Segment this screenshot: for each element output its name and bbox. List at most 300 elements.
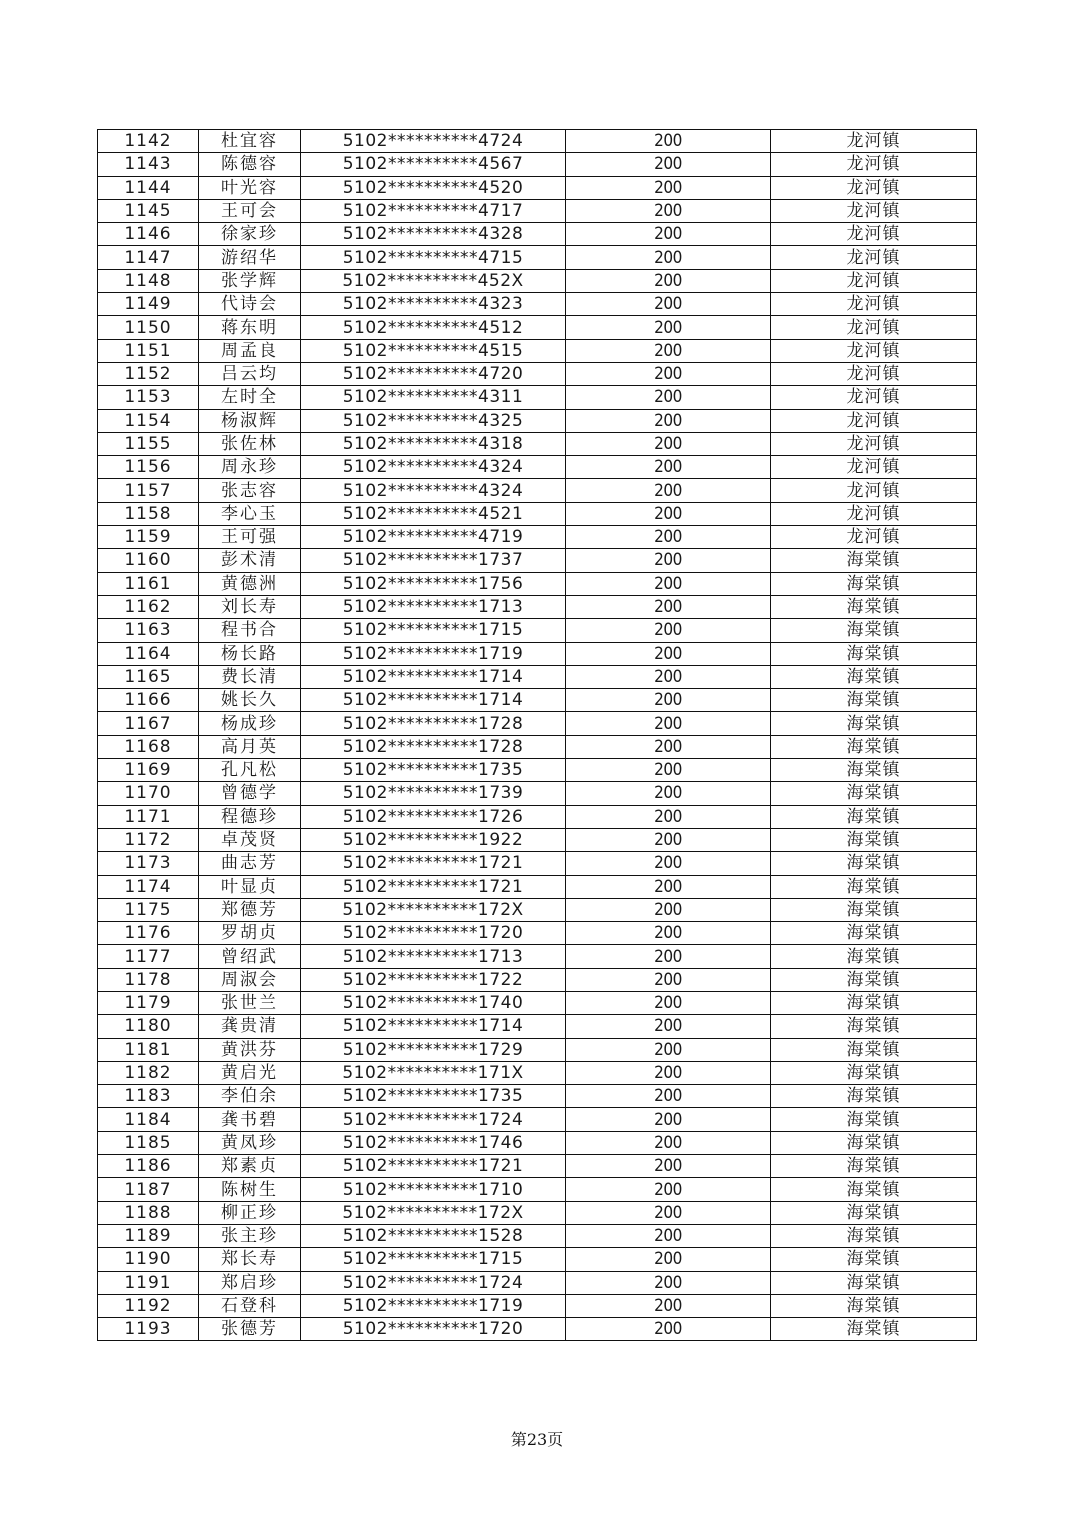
name-cell: 程书合	[199, 619, 301, 642]
row-number-cell: 1193	[98, 1318, 199, 1341]
row-number-cell: 1156	[98, 456, 199, 479]
town-cell: 海棠镇	[771, 1108, 977, 1131]
name-cell: 彭术清	[199, 549, 301, 572]
table-row	[98, 479, 977, 502]
id-number-cell: 5102**********1714	[301, 665, 566, 688]
town-cell: 海棠镇	[771, 735, 977, 758]
table-row	[98, 1201, 977, 1224]
amount-cell: 200	[566, 1178, 771, 1201]
row-number-cell: 1144	[98, 176, 199, 199]
id-number-cell: 5102**********1728	[301, 712, 566, 735]
table-row	[98, 619, 977, 642]
id-number-cell: 5102**********4724	[301, 130, 566, 153]
row-number-cell: 1153	[98, 386, 199, 409]
table-row	[98, 1224, 977, 1247]
row-number-cell: 1174	[98, 875, 199, 898]
id-number-cell: 5102**********172X	[301, 898, 566, 921]
row-number-cell: 1164	[98, 642, 199, 665]
amount-cell: 200	[566, 595, 771, 618]
town-cell: 龙河镇	[771, 316, 977, 339]
town-cell: 海棠镇	[771, 1155, 977, 1178]
table-row	[98, 549, 977, 572]
id-number-cell: 5102**********1714	[301, 689, 566, 712]
town-cell: 海棠镇	[771, 689, 977, 712]
amount-cell: 200	[566, 1248, 771, 1271]
amount-cell: 200	[566, 246, 771, 269]
town-cell: 海棠镇	[771, 991, 977, 1014]
table-row	[98, 1131, 977, 1154]
row-number-cell: 1176	[98, 922, 199, 945]
town-cell: 海棠镇	[771, 782, 977, 805]
name-cell: 罗胡贞	[199, 922, 301, 945]
row-number-cell: 1169	[98, 759, 199, 782]
row-number-cell: 1151	[98, 339, 199, 362]
name-cell: 张世兰	[199, 991, 301, 1014]
row-number-cell: 1161	[98, 572, 199, 595]
table-row	[98, 572, 977, 595]
name-cell: 张学辉	[199, 269, 301, 292]
id-number-cell: 5102**********1746	[301, 1131, 566, 1154]
name-cell: 周孟良	[199, 339, 301, 362]
table-row	[98, 409, 977, 432]
row-number-cell: 1157	[98, 479, 199, 502]
amount-cell: 200	[566, 572, 771, 595]
row-number-cell: 1182	[98, 1061, 199, 1084]
table-row	[98, 199, 977, 222]
id-number-cell: 5102**********4323	[301, 293, 566, 316]
row-number-cell: 1186	[98, 1155, 199, 1178]
table-row	[98, 1271, 977, 1294]
row-number-cell: 1150	[98, 316, 199, 339]
table-row	[98, 1155, 977, 1178]
table-row	[98, 223, 977, 246]
roster-table	[97, 129, 977, 1341]
table-row	[98, 1318, 977, 1341]
table-row	[98, 805, 977, 828]
name-cell: 刘长寿	[199, 595, 301, 618]
table-row	[98, 735, 977, 758]
amount-cell: 200	[566, 1271, 771, 1294]
table-row	[98, 991, 977, 1014]
name-cell: 黄启光	[199, 1061, 301, 1084]
town-cell: 海棠镇	[771, 1224, 977, 1247]
amount-cell: 200	[566, 293, 771, 316]
id-number-cell: 5102**********4325	[301, 409, 566, 432]
amount-cell: 200	[566, 362, 771, 385]
name-cell: 费长清	[199, 665, 301, 688]
name-cell: 叶光容	[199, 176, 301, 199]
row-number-cell: 1148	[98, 269, 199, 292]
name-cell: 郑德芳	[199, 898, 301, 921]
table-row	[98, 130, 977, 153]
id-number-cell: 5102**********4720	[301, 362, 566, 385]
amount-cell: 200	[566, 1318, 771, 1341]
name-cell: 李心玉	[199, 502, 301, 525]
town-cell: 海棠镇	[771, 968, 977, 991]
id-number-cell: 5102**********1729	[301, 1038, 566, 1061]
name-cell: 王可强	[199, 526, 301, 549]
row-number-cell: 1163	[98, 619, 199, 642]
id-number-cell: 5102**********1740	[301, 991, 566, 1014]
amount-cell: 200	[566, 1038, 771, 1061]
id-number-cell: 5102**********1724	[301, 1271, 566, 1294]
town-cell: 海棠镇	[771, 1294, 977, 1317]
id-number-cell: 5102**********4520	[301, 176, 566, 199]
row-number-cell: 1192	[98, 1294, 199, 1317]
amount-cell: 200	[566, 1085, 771, 1108]
name-cell: 石登科	[199, 1294, 301, 1317]
name-cell: 张佐林	[199, 432, 301, 455]
id-number-cell: 5102**********1714	[301, 1015, 566, 1038]
name-cell: 柳正珍	[199, 1201, 301, 1224]
name-cell: 蒋东明	[199, 316, 301, 339]
name-cell: 高月英	[199, 735, 301, 758]
town-cell: 海棠镇	[771, 1248, 977, 1271]
row-number-cell: 1154	[98, 409, 199, 432]
name-cell: 杨长路	[199, 642, 301, 665]
town-cell: 龙河镇	[771, 456, 977, 479]
name-cell: 徐家珍	[199, 223, 301, 246]
id-number-cell: 5102**********1713	[301, 595, 566, 618]
town-cell: 龙河镇	[771, 269, 977, 292]
row-number-cell: 1159	[98, 526, 199, 549]
row-number-cell: 1183	[98, 1085, 199, 1108]
town-cell: 海棠镇	[771, 1038, 977, 1061]
id-number-cell: 5102**********4521	[301, 502, 566, 525]
amount-cell: 200	[566, 176, 771, 199]
town-cell: 龙河镇	[771, 339, 977, 362]
table-row	[98, 293, 977, 316]
table-row	[98, 642, 977, 665]
table-row	[98, 1108, 977, 1131]
id-number-cell: 5102**********1756	[301, 572, 566, 595]
town-cell: 海棠镇	[771, 898, 977, 921]
row-number-cell: 1146	[98, 223, 199, 246]
row-number-cell: 1160	[98, 549, 199, 572]
row-number-cell: 1162	[98, 595, 199, 618]
name-cell: 曾绍武	[199, 945, 301, 968]
amount-cell: 200	[566, 386, 771, 409]
town-cell: 海棠镇	[771, 619, 977, 642]
id-number-cell: 5102**********4515	[301, 339, 566, 362]
table-row	[98, 339, 977, 362]
table-row	[98, 316, 977, 339]
table-row	[98, 875, 977, 898]
name-cell: 龚贵清	[199, 1015, 301, 1038]
amount-cell: 200	[566, 456, 771, 479]
table-row	[98, 945, 977, 968]
town-cell: 海棠镇	[771, 759, 977, 782]
id-number-cell: 5102**********1715	[301, 1248, 566, 1271]
row-number-cell: 1173	[98, 852, 199, 875]
town-cell: 海棠镇	[771, 875, 977, 898]
table-row	[98, 1015, 977, 1038]
row-number-cell: 1147	[98, 246, 199, 269]
table-row	[98, 432, 977, 455]
name-cell: 卓茂贤	[199, 828, 301, 851]
id-number-cell: 5102**********1720	[301, 922, 566, 945]
amount-cell: 200	[566, 712, 771, 735]
id-number-cell: 5102**********171X	[301, 1061, 566, 1084]
name-cell: 张主珍	[199, 1224, 301, 1247]
table-row	[98, 828, 977, 851]
town-cell: 海棠镇	[771, 1201, 977, 1224]
town-cell: 海棠镇	[771, 1271, 977, 1294]
id-number-cell: 5102**********4715	[301, 246, 566, 269]
amount-cell: 200	[566, 409, 771, 432]
name-cell: 孔凡松	[199, 759, 301, 782]
id-number-cell: 5102**********1726	[301, 805, 566, 828]
town-cell: 龙河镇	[771, 293, 977, 316]
row-number-cell: 1172	[98, 828, 199, 851]
amount-cell: 200	[566, 153, 771, 176]
row-number-cell: 1188	[98, 1201, 199, 1224]
amount-cell: 200	[566, 689, 771, 712]
name-cell: 周永珍	[199, 456, 301, 479]
id-number-cell: 5102**********1721	[301, 875, 566, 898]
table-row	[98, 1061, 977, 1084]
row-number-cell: 1190	[98, 1248, 199, 1271]
table-row	[98, 968, 977, 991]
row-number-cell: 1167	[98, 712, 199, 735]
amount-cell: 200	[566, 642, 771, 665]
name-cell: 吕云均	[199, 362, 301, 385]
id-number-cell: 5102**********4311	[301, 386, 566, 409]
name-cell: 姚长久	[199, 689, 301, 712]
amount-cell: 200	[566, 1224, 771, 1247]
town-cell: 龙河镇	[771, 386, 977, 409]
row-number-cell: 1155	[98, 432, 199, 455]
id-number-cell: 5102**********1922	[301, 828, 566, 851]
row-number-cell: 1185	[98, 1131, 199, 1154]
row-number-cell: 1178	[98, 968, 199, 991]
name-cell: 程德珍	[199, 805, 301, 828]
town-cell: 海棠镇	[771, 1085, 977, 1108]
town-cell: 龙河镇	[771, 223, 977, 246]
amount-cell: 200	[566, 1294, 771, 1317]
id-number-cell: 5102**********1719	[301, 642, 566, 665]
table-row	[98, 1178, 977, 1201]
amount-cell: 200	[566, 269, 771, 292]
name-cell: 代诗会	[199, 293, 301, 316]
roster-table-body	[98, 130, 977, 1341]
name-cell: 李伯余	[199, 1085, 301, 1108]
town-cell: 海棠镇	[771, 1178, 977, 1201]
id-number-cell: 5102**********452X	[301, 269, 566, 292]
amount-cell: 200	[566, 875, 771, 898]
id-number-cell: 5102**********1735	[301, 1085, 566, 1108]
name-cell: 杨淑辉	[199, 409, 301, 432]
row-number-cell: 1165	[98, 665, 199, 688]
id-number-cell: 5102**********1735	[301, 759, 566, 782]
town-cell: 海棠镇	[771, 1015, 977, 1038]
table-row	[98, 176, 977, 199]
table-row	[98, 246, 977, 269]
name-cell: 左时全	[199, 386, 301, 409]
name-cell: 黄德洲	[199, 572, 301, 595]
table-row	[98, 153, 977, 176]
table-row	[98, 759, 977, 782]
amount-cell: 200	[566, 945, 771, 968]
name-cell: 曲志芳	[199, 852, 301, 875]
id-number-cell: 5102**********4328	[301, 223, 566, 246]
id-number-cell: 5102**********1720	[301, 1318, 566, 1341]
id-number-cell: 5102**********1710	[301, 1178, 566, 1201]
amount-cell: 200	[566, 1131, 771, 1154]
town-cell: 龙河镇	[771, 199, 977, 222]
town-cell: 海棠镇	[771, 1318, 977, 1341]
name-cell: 陈树生	[199, 1178, 301, 1201]
row-number-cell: 1184	[98, 1108, 199, 1131]
amount-cell: 200	[566, 316, 771, 339]
town-cell: 海棠镇	[771, 945, 977, 968]
id-number-cell: 5102**********4567	[301, 153, 566, 176]
town-cell: 海棠镇	[771, 1131, 977, 1154]
amount-cell: 200	[566, 665, 771, 688]
amount-cell: 200	[566, 922, 771, 945]
id-number-cell: 5102**********4512	[301, 316, 566, 339]
id-number-cell: 5102**********1728	[301, 735, 566, 758]
town-cell: 海棠镇	[771, 642, 977, 665]
id-number-cell: 5102**********1719	[301, 1294, 566, 1317]
town-cell: 海棠镇	[771, 712, 977, 735]
name-cell: 张德芳	[199, 1318, 301, 1341]
table-row	[98, 852, 977, 875]
table-row	[98, 1085, 977, 1108]
id-number-cell: 5102**********1713	[301, 945, 566, 968]
id-number-cell: 5102**********1722	[301, 968, 566, 991]
name-cell: 郑长寿	[199, 1248, 301, 1271]
row-number-cell: 1181	[98, 1038, 199, 1061]
table-row	[98, 898, 977, 921]
table-row	[98, 922, 977, 945]
row-number-cell: 1152	[98, 362, 199, 385]
amount-cell: 200	[566, 828, 771, 851]
amount-cell: 200	[566, 1061, 771, 1084]
name-cell: 曾德学	[199, 782, 301, 805]
amount-cell: 200	[566, 199, 771, 222]
row-number-cell: 1149	[98, 293, 199, 316]
name-cell: 郑素贞	[199, 1155, 301, 1178]
amount-cell: 200	[566, 991, 771, 1014]
amount-cell: 200	[566, 852, 771, 875]
amount-cell: 200	[566, 432, 771, 455]
table-row	[98, 526, 977, 549]
id-number-cell: 5102**********4719	[301, 526, 566, 549]
id-number-cell: 5102**********4318	[301, 432, 566, 455]
amount-cell: 200	[566, 549, 771, 572]
table-row	[98, 1248, 977, 1271]
row-number-cell: 1191	[98, 1271, 199, 1294]
id-number-cell: 5102**********172X	[301, 1201, 566, 1224]
id-number-cell: 5102**********1528	[301, 1224, 566, 1247]
name-cell: 叶显贞	[199, 875, 301, 898]
town-cell: 龙河镇	[771, 409, 977, 432]
town-cell: 海棠镇	[771, 852, 977, 875]
amount-cell: 200	[566, 805, 771, 828]
id-number-cell: 5102**********1724	[301, 1108, 566, 1131]
name-cell: 王可会	[199, 199, 301, 222]
id-number-cell: 5102**********1715	[301, 619, 566, 642]
town-cell: 海棠镇	[771, 572, 977, 595]
table-row	[98, 502, 977, 525]
page-number: 第23页	[510, 1430, 564, 1449]
name-cell: 陈德容	[199, 153, 301, 176]
table-row	[98, 362, 977, 385]
table-row	[98, 456, 977, 479]
amount-cell: 200	[566, 735, 771, 758]
row-number-cell: 1189	[98, 1224, 199, 1247]
amount-cell: 200	[566, 130, 771, 153]
row-number-cell: 1145	[98, 199, 199, 222]
table-row	[98, 269, 977, 292]
table-row	[98, 712, 977, 735]
town-cell: 龙河镇	[771, 130, 977, 153]
town-cell: 龙河镇	[771, 502, 977, 525]
name-cell: 杜宜容	[199, 130, 301, 153]
row-number-cell: 1168	[98, 735, 199, 758]
row-number-cell: 1142	[98, 130, 199, 153]
row-number-cell: 1143	[98, 153, 199, 176]
table-row	[98, 386, 977, 409]
name-cell: 郑启珍	[199, 1271, 301, 1294]
row-number-cell: 1179	[98, 991, 199, 1014]
name-cell: 杨成珍	[199, 712, 301, 735]
id-number-cell: 5102**********1721	[301, 852, 566, 875]
town-cell: 海棠镇	[771, 1061, 977, 1084]
row-number-cell: 1180	[98, 1015, 199, 1038]
row-number-cell: 1166	[98, 689, 199, 712]
town-cell: 海棠镇	[771, 828, 977, 851]
amount-cell: 200	[566, 526, 771, 549]
town-cell: 龙河镇	[771, 176, 977, 199]
amount-cell: 200	[566, 759, 771, 782]
amount-cell: 200	[566, 223, 771, 246]
amount-cell: 200	[566, 1155, 771, 1178]
amount-cell: 200	[566, 1108, 771, 1131]
name-cell: 黄洪芬	[199, 1038, 301, 1061]
row-number-cell: 1187	[98, 1178, 199, 1201]
name-cell: 游绍华	[199, 246, 301, 269]
table-row	[98, 665, 977, 688]
id-number-cell: 5102**********4324	[301, 479, 566, 502]
id-number-cell: 5102**********1721	[301, 1155, 566, 1178]
town-cell: 海棠镇	[771, 922, 977, 945]
town-cell: 龙河镇	[771, 479, 977, 502]
id-number-cell: 5102**********1739	[301, 782, 566, 805]
id-number-cell: 5102**********1737	[301, 549, 566, 572]
amount-cell: 200	[566, 898, 771, 921]
town-cell: 龙河镇	[771, 362, 977, 385]
row-number-cell: 1158	[98, 502, 199, 525]
row-number-cell: 1171	[98, 805, 199, 828]
town-cell: 龙河镇	[771, 153, 977, 176]
town-cell: 海棠镇	[771, 549, 977, 572]
table-row	[98, 1038, 977, 1061]
table-row	[98, 689, 977, 712]
id-number-cell: 5102**********4717	[301, 199, 566, 222]
table-row	[98, 782, 977, 805]
amount-cell: 200	[566, 782, 771, 805]
row-number-cell: 1175	[98, 898, 199, 921]
amount-cell: 200	[566, 339, 771, 362]
town-cell: 龙河镇	[771, 246, 977, 269]
town-cell: 龙河镇	[771, 526, 977, 549]
name-cell: 黄凤珍	[199, 1131, 301, 1154]
name-cell: 张志容	[199, 479, 301, 502]
name-cell: 龚书碧	[199, 1108, 301, 1131]
town-cell: 海棠镇	[771, 805, 977, 828]
